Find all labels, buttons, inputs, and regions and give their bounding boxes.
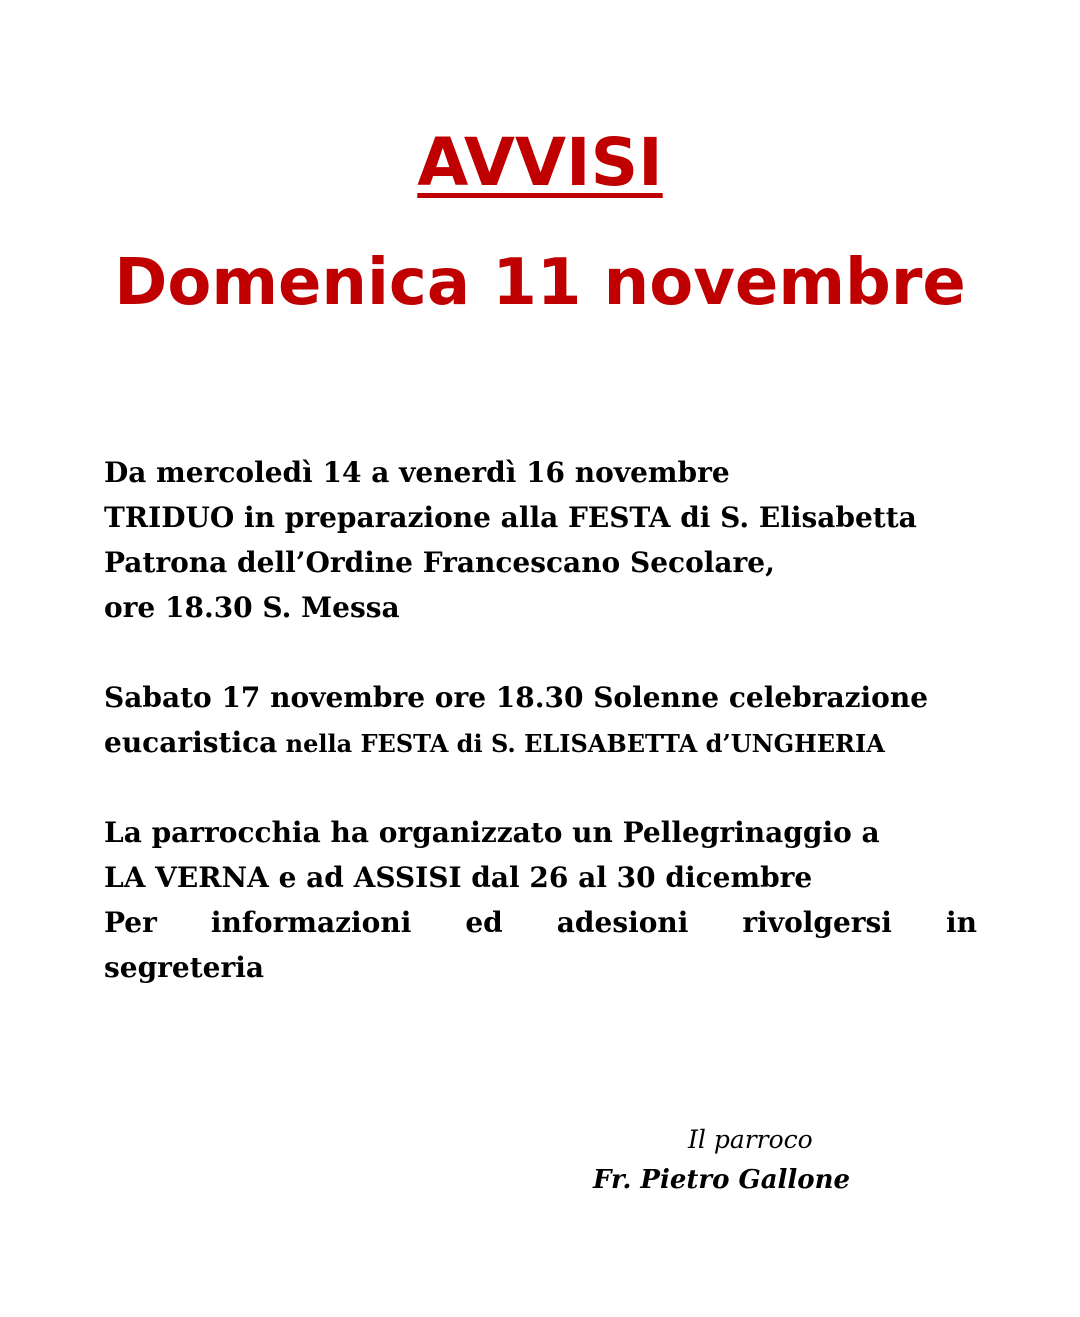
notice-pellegrinaggio-info [104,900,977,945]
notice-triduo-title: TRIDUO in preparazione alla FESTA di S. Elisabetta [104,501,917,534]
signature-role: Il parroco [688,1125,813,1154]
notice-festa-eucaristica: eucaristica [104,726,278,759]
notice-pellegrinaggio-destinations: LA VERNA e ad ASSISI dal 26 al 30 dicembre [104,861,813,894]
info-word: Per [104,906,157,939]
notice-festa-name: nella FESTA di S. ELISABETTA d’UNGHERIA [277,729,885,758]
page-date-heading: Domenica 11 novembre [114,246,966,320]
notice-pellegrinaggio [104,810,977,990]
notice-triduo-patron: Patrona dell’Ordine Francescano Secolare, [104,546,775,579]
signature-name: Fr. Pietro Gallone [593,1165,851,1195]
info-word: in [945,906,977,939]
info-word: rivolgersi [742,906,892,939]
page-title: AVVISI [417,124,663,201]
info-word: adesioni [556,906,689,939]
notice-festa-date: Sabato 17 novembre ore 18.30 Solenne celebrazione [104,681,929,714]
info-word: informazioni [210,906,412,939]
info-word: ed [465,906,503,939]
notice-festa [104,675,977,766]
notice-pellegrinaggio-office: segreteria [104,951,265,984]
notice-triduo-time: ore 18.30 S. Messa [104,591,400,624]
notice-festa-detail [104,720,977,766]
notice-triduo-dates: Da mercoledì 14 a venerdì 16 novembre [104,456,730,489]
notice-triduo [104,450,977,630]
notice-pellegrinaggio-intro: La parrocchia ha organizzato un Pellegrinaggio a [104,816,880,849]
